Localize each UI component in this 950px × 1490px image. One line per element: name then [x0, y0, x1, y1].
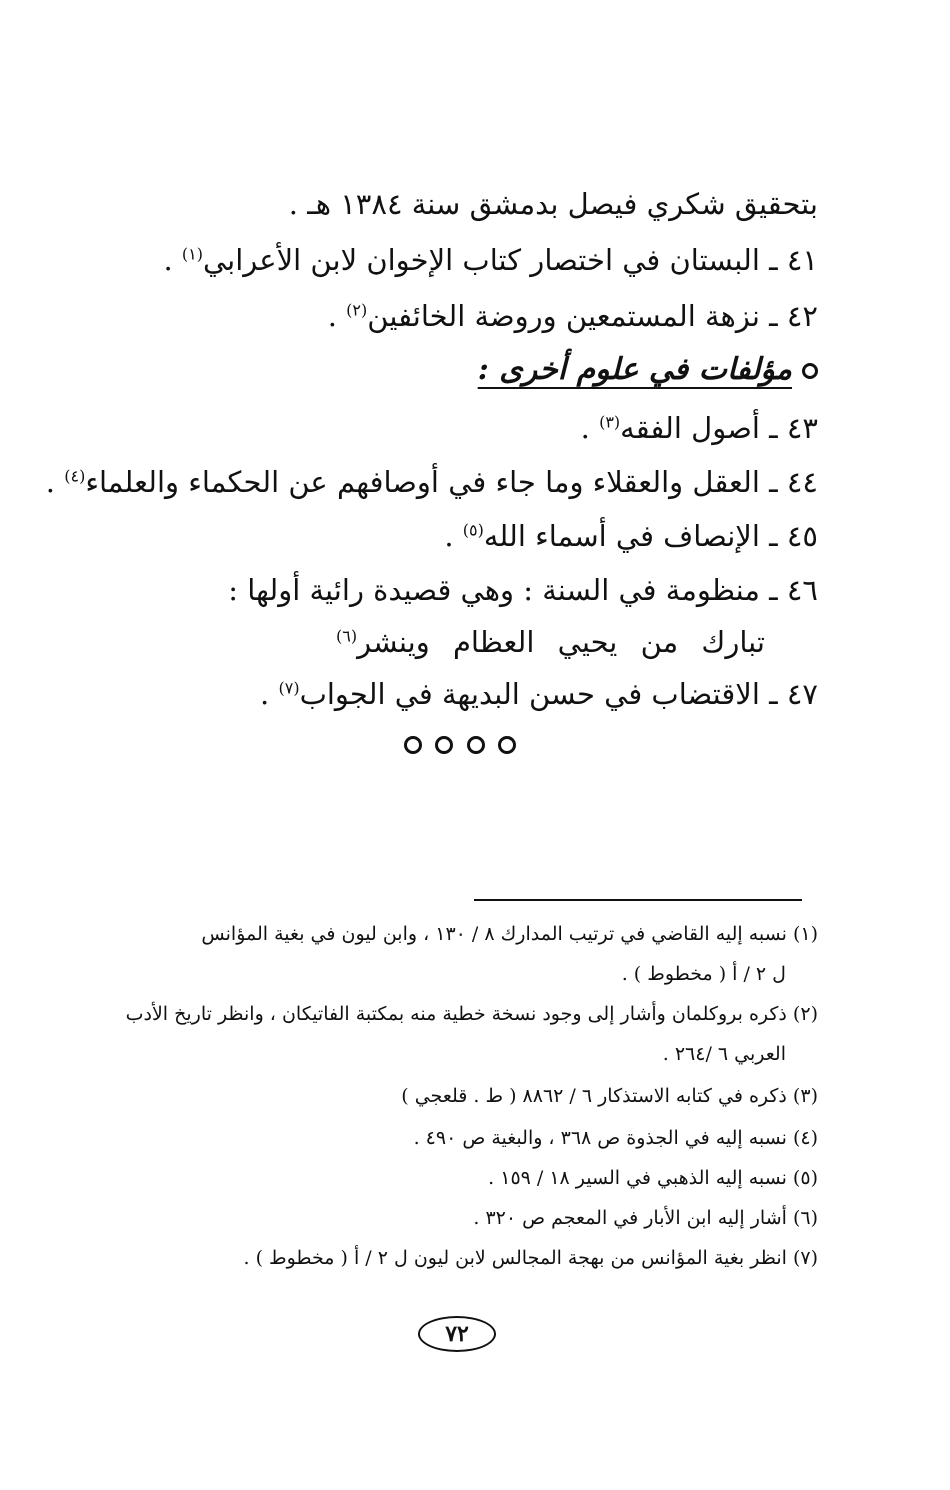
list-item — [260, 666, 818, 722]
item-number: ٤٣ ـ — [769, 411, 818, 445]
item-number: ٤٥ ـ — [769, 519, 818, 553]
main-line-text: بتحقيق شكري فيصل بدمشق سنة ١٣٨٤ هـ . — [288, 187, 818, 221]
item-end: . — [45, 465, 65, 499]
item-title: الاقتضاب في حسن البديهة في الجواب — [299, 677, 760, 711]
item-end: . — [163, 243, 182, 277]
item-number: ٤٢ ـ — [769, 299, 818, 333]
ring-icon — [498, 736, 516, 754]
footnote: (٢) ذكره بروكلمان وأشار إلى وجود نسخة خطية منه بمكتبة الفاتيكان ، وانظر تاريخ الأدب — [125, 1003, 818, 1025]
footnote: (٦) أشار إليه ابن الأبار في المعجم ص ٣٢٠ . — [473, 1207, 818, 1229]
footnote-marker: (٤) — [64, 466, 86, 486]
footnote: (٤) نسبه إليه في الجذوة ص ٣٦٨ ، والبغية ص ٤٩٠ . — [413, 1127, 818, 1149]
list-item — [581, 400, 818, 456]
item-number: ٤٤ ـ — [769, 465, 818, 499]
item-end: . — [260, 677, 279, 711]
footnote-marker: (٢) — [346, 300, 368, 320]
ring-icon — [467, 736, 485, 754]
footnote-divider — [474, 899, 802, 901]
footnote-continuation: العربي ٦ /٢٦٤ . — [662, 1043, 786, 1065]
footnote-marker: (٦) — [335, 626, 358, 646]
list-item — [46, 454, 818, 510]
item-title: العقل والعقلاء وما جاء في أوصافهم عن الحكماء والعلماء — [85, 465, 760, 499]
item-end: . — [327, 299, 347, 333]
list-item — [228, 562, 818, 618]
footnote-continuation: ل ٢ / أ ( مخطوط ) . — [621, 963, 786, 985]
footnote-marker: (١) — [181, 244, 203, 264]
item-number: ٤١ ـ — [769, 243, 818, 277]
footnote: (٣) ذكره في كتابه الاستذكار ٦ / ٨٨٦٢ ( ط . قلعجي ) — [401, 1085, 818, 1107]
item-number: ٤٧ ـ — [769, 677, 818, 711]
item-title: البستان في اختصار كتاب الإخوان لابن الأعرابي — [203, 243, 760, 277]
section-heading-text: مؤلفات في علوم أخرى : — [477, 352, 792, 387]
footnote-marker: (٧) — [278, 678, 300, 698]
poem-verse — [336, 614, 765, 670]
list-item — [328, 288, 818, 344]
main-line-continuation — [289, 176, 818, 232]
item-end: . — [444, 519, 463, 553]
footnote-marker: (٣) — [599, 412, 621, 432]
item-end: . — [580, 411, 600, 445]
verse-text: تبارك من يحيي العظام وينشر — [357, 625, 765, 659]
item-title: نزهة المستمعين وروضة الخائفين — [367, 299, 760, 333]
footnote: (١) نسبه إليه القاضي في ترتيب المدارك ٨ / ١٣٠ ، وابن ليون في بغية المؤانس — [201, 923, 818, 945]
item-number: ٤٦ ـ — [769, 573, 818, 607]
footnote: (٧) انظر بغية المؤانس من بهجة المجالس لابن ليون ل ٢ / أ ( مخطوط ) . — [243, 1247, 818, 1269]
footnote: (٥) نسبه إليه الذهبي في السير ١٨ / ١٥٩ . — [488, 1167, 818, 1189]
circle-bullet-icon — [802, 363, 818, 379]
footnote-marker: (٥) — [462, 520, 484, 540]
list-item — [163, 232, 818, 288]
page-number: ٧٢ — [418, 1316, 496, 1352]
ring-icon — [404, 736, 422, 754]
ring-icon — [435, 736, 453, 754]
item-title: الإنصاف في أسماء الله — [483, 519, 760, 553]
list-item — [444, 508, 818, 564]
item-title: منظومة في السنة : وهي قصيدة رائية أولها : — [228, 573, 760, 607]
end-ornament — [404, 735, 516, 755]
section-heading — [478, 342, 818, 398]
item-title: أصول الفقه — [620, 411, 760, 445]
